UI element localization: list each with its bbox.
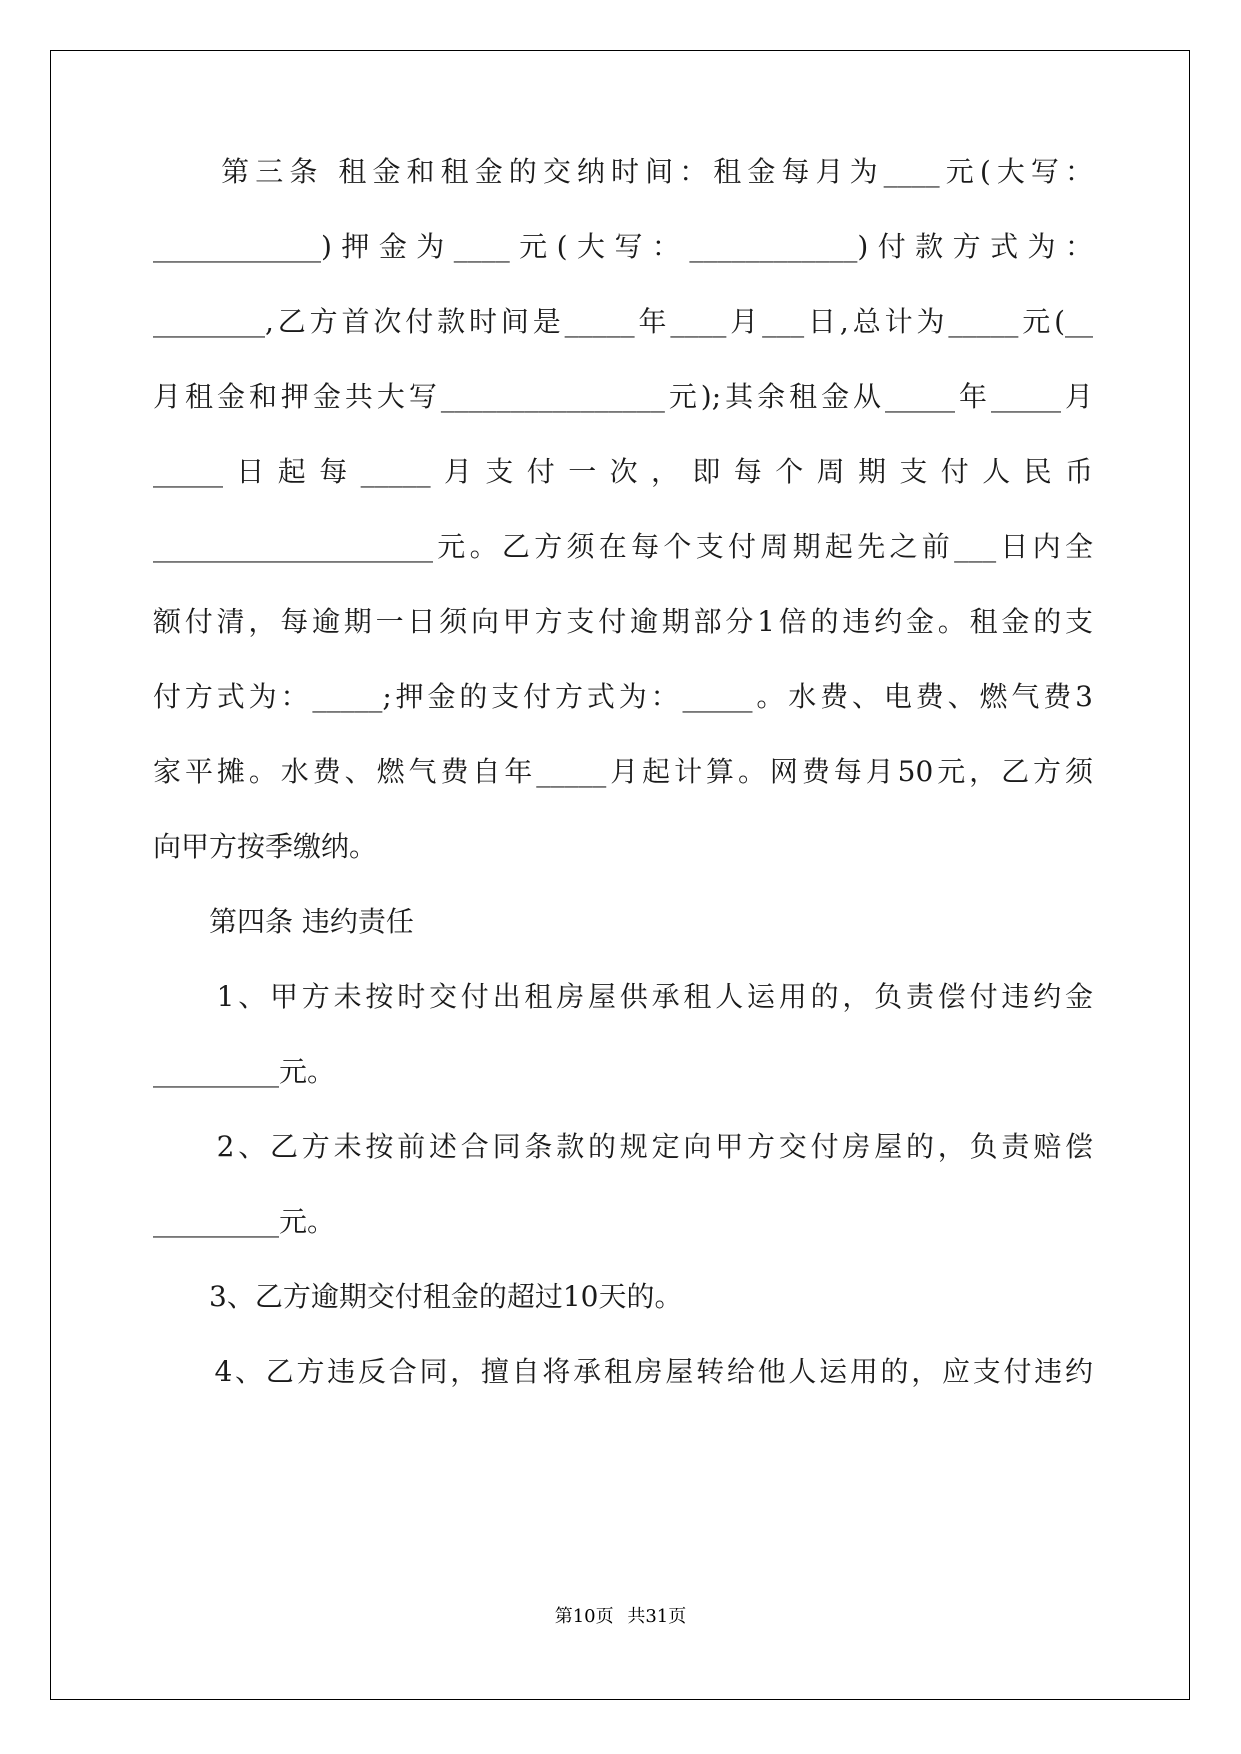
text-line: ____________________元。乙方须在每个支付周期起先之前___日内全 xyxy=(153,530,1093,563)
page-footer xyxy=(0,1602,1241,1628)
text-line: _________元。 xyxy=(153,1055,336,1088)
text-line: 2、乙方未按前述合同条款的规定向甲方交付房屋的，负责赔偿 xyxy=(153,1130,1093,1163)
text-line: 1、甲方未按时交付出租房屋供承租人运用的，负责偿付违约金 xyxy=(153,980,1093,1013)
text-line: 月租金和押金共大写________________元);其余租金从_____年_____月 xyxy=(153,380,1093,413)
page-number: 第10页 xyxy=(554,1606,614,1627)
text-line: 家平摊。水费、燃气费自年_____月起计算。网费每月50元，乙方须 xyxy=(153,755,1093,788)
text-line: ____________)押金为____元(大写：____________)付款方式为： xyxy=(153,230,1093,263)
page-total: 共31页 xyxy=(627,1606,687,1627)
text-line: 向甲方按季缴纳。 xyxy=(153,830,378,863)
section-heading: 第四条 违约责任 xyxy=(153,905,414,938)
text-line: 3、乙方逾期交付租金的超过10天的。 xyxy=(153,1280,683,1313)
text-line: _____日起每_____月支付一次，即每个周期支付人民币 xyxy=(153,455,1093,488)
text-line: 4、乙方违反合同，擅自将承租房屋转给他人运用的，应支付违约 xyxy=(153,1355,1093,1388)
text-line: 额付清，每逾期一日须向甲方支付逾期部分1倍的违约金。租金的支 xyxy=(153,605,1093,638)
text-line: 第三条 租金和租金的交纳时间：租金每月为____元(大写： xyxy=(153,155,1093,188)
text-line: _________元。 xyxy=(153,1205,336,1238)
page-border xyxy=(50,50,1190,1700)
text-line: 付方式为：_____;押金的支付方式为：_____。水费、电费、燃气费3 xyxy=(153,680,1093,713)
text-line: ________,乙方首次付款时间是_____年____月___日,总计为_____元(__ xyxy=(153,305,1093,338)
